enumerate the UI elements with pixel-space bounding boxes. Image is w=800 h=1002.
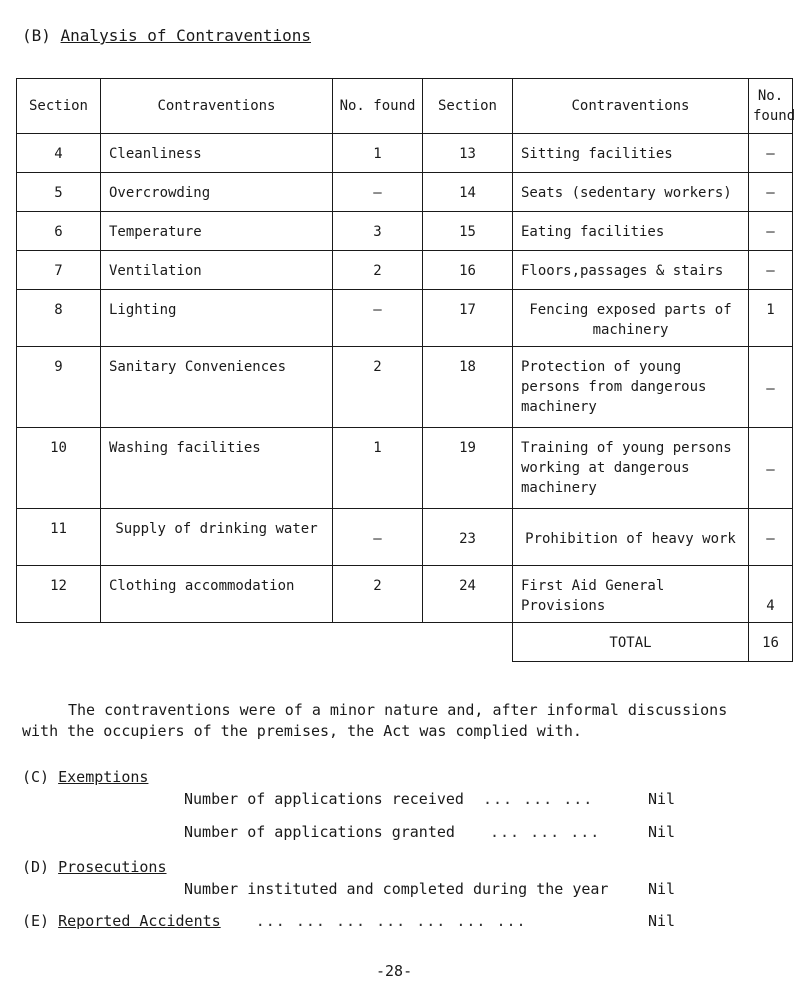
table-row [17, 509, 793, 566]
received-label: Number of applications received [184, 790, 464, 808]
table-row [17, 251, 793, 290]
cell-contravention: Temperature [101, 212, 333, 251]
cell-contravention: Overcrowding [101, 173, 333, 212]
cell-section: 17 [423, 290, 513, 347]
cell-section: 23 [423, 509, 513, 566]
total-label: TOTAL [513, 623, 749, 662]
cell-section: 13 [423, 134, 513, 173]
cell-section: 12 [17, 566, 101, 623]
accidents-heading [22, 912, 527, 930]
cell-count: 2 [333, 251, 423, 290]
accidents-value: Nil [648, 912, 676, 930]
cell-count: 2 [333, 347, 423, 428]
table-row [17, 212, 793, 251]
cell-count: 4 [749, 566, 793, 623]
instituted-label: Number instituted and completed during the year [184, 880, 609, 898]
cell-count: – [333, 290, 423, 347]
contraventions-table [16, 78, 796, 662]
table-row [17, 173, 793, 212]
table-header-row [17, 79, 793, 134]
cell-section: 11 [17, 509, 101, 566]
header-no-found-2: No. found [749, 79, 793, 134]
prosecutions-heading [22, 858, 167, 876]
cell-contravention: Seats (sedentary workers) [513, 173, 749, 212]
section-heading [22, 26, 311, 45]
cell-section: 8 [17, 290, 101, 347]
leader-dots: ... ... ... [483, 790, 594, 808]
cell-section: 19 [423, 428, 513, 509]
table-row [17, 428, 793, 509]
header-contraventions-1: Contraventions [101, 79, 333, 134]
received-value: Nil [648, 790, 676, 808]
exemptions-received-line [184, 790, 593, 808]
cell-contravention: Cleanliness [101, 134, 333, 173]
cell-section: 9 [17, 347, 101, 428]
cell-section: 16 [423, 251, 513, 290]
cell-count: – [333, 509, 423, 566]
cell-contravention: Training of young persons working at dangerous machinery [513, 428, 749, 509]
cell-count: – [749, 134, 793, 173]
leader-dots: ... ... ... ... ... ... ... [255, 912, 527, 930]
cell-contravention: Ventilation [101, 251, 333, 290]
paragraph-line-2: with the occupiers of the premises, the Act was complied with. [22, 722, 582, 740]
exemptions-granted-line [184, 823, 600, 841]
page-number: -28- [376, 962, 413, 980]
table-row [17, 347, 793, 428]
cell-section: 18 [423, 347, 513, 428]
exemptions-heading [22, 768, 148, 786]
header-no-found-1: No. found [333, 79, 423, 134]
heading-title: Analysis of Contraventions [60, 26, 311, 45]
cell-contravention: Protection of young persons from dangerous machinery [513, 347, 749, 428]
heading-prefix: (B) [22, 26, 61, 45]
total-row [17, 623, 793, 662]
leader-dots: ... ... ... [489, 823, 601, 841]
cell-section: 15 [423, 212, 513, 251]
cell-contravention: Washing facilities [101, 428, 333, 509]
table-row [17, 290, 793, 347]
header-contraventions-2: Contraventions [513, 79, 749, 134]
cell-count: – [749, 347, 793, 428]
header-section-1: Section [17, 79, 101, 134]
table-row [17, 134, 793, 173]
granted-label: Number of applications granted [184, 823, 455, 841]
cell-contravention: Prohibition of heavy work [513, 509, 749, 566]
cell-count: 1 [333, 428, 423, 509]
accidents-label: Reported Accidents [58, 912, 221, 930]
cell-count: – [749, 509, 793, 566]
header-section-2: Section [423, 79, 513, 134]
prosecutions-line [184, 880, 608, 898]
cell-section: 10 [17, 428, 101, 509]
prosecutions-label: Prosecutions [58, 858, 167, 876]
prosecutions-prefix: (D) [22, 858, 59, 876]
cell-count: – [749, 251, 793, 290]
table-row [17, 566, 793, 623]
cell-contravention: Fencing exposed parts of machinery [513, 290, 749, 347]
cell-section: 24 [423, 566, 513, 623]
cell-section: 4 [17, 134, 101, 173]
cell-contravention: First Aid General Provisions [513, 566, 749, 623]
summary-paragraph [22, 700, 762, 742]
instituted-value: Nil [648, 880, 676, 898]
cell-contravention: Sanitary Conveniences [101, 347, 333, 428]
granted-value: Nil [648, 823, 676, 841]
cell-contravention: Floors,passages & stairs [513, 251, 749, 290]
paragraph-line-1: The contraventions were of a minor nature and, after informal discussions [68, 701, 728, 719]
accidents-prefix: (E) [22, 912, 59, 930]
cell-count: 3 [333, 212, 423, 251]
cell-count: – [333, 173, 423, 212]
cell-contravention: Eating facilities [513, 212, 749, 251]
exemptions-prefix: (C) [22, 768, 59, 786]
cell-count: 2 [333, 566, 423, 623]
cell-count: – [749, 212, 793, 251]
cell-contravention: Clothing accommodation [101, 566, 333, 623]
total-value: 16 [749, 623, 793, 662]
exemptions-label: Exemptions [58, 768, 149, 786]
cell-count: – [749, 173, 793, 212]
cell-contravention: Sitting facilities [513, 134, 749, 173]
cell-section: 5 [17, 173, 101, 212]
cell-contravention: Supply of drinking water [101, 509, 333, 566]
cell-count: 1 [333, 134, 423, 173]
cell-section: 7 [17, 251, 101, 290]
cell-count: – [749, 428, 793, 509]
cell-contravention: Lighting [101, 290, 333, 347]
cell-count: 1 [749, 290, 793, 347]
cell-section: 6 [17, 212, 101, 251]
cell-section: 14 [423, 173, 513, 212]
